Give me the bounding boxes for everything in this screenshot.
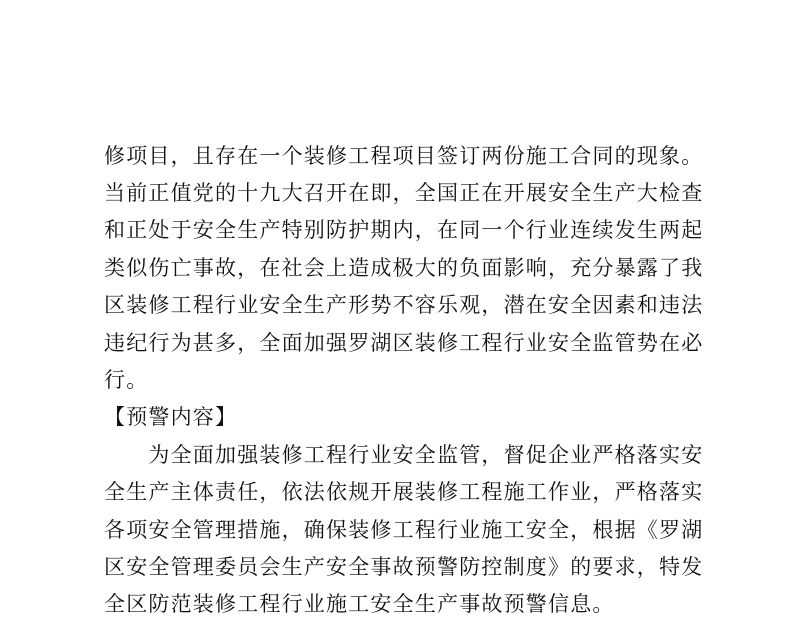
- paragraph-2-line-2: 全生产主体责任，依法依规开展装修工程施工作业，严格落实: [104, 480, 704, 504]
- paragraph-1-line-5: 区装修工程行业安全生产形势不容乐观，潜在安全因素和违法: [104, 293, 704, 317]
- paragraph-1-line-4: 类似伤亡事故，在社会上造成极大的负面影响，充分暴露了我: [104, 256, 704, 280]
- paragraph-1-line-6: 违纪行为甚多，全面加强罗湖区装修工程行业安全监管势在必: [104, 331, 704, 355]
- paragraph-1-line-3: 和正处于安全生产特别防护期内，在同一个行业连续发生两起: [104, 218, 704, 242]
- section-heading: 【预警内容】: [104, 405, 238, 429]
- paragraph-1-line-1: 修项目，且存在一个装修工程项目签订两份施工合同的现象。: [104, 144, 704, 168]
- paragraph-1-line-2: 当前正值党的十九大召开在即，全国正在开展安全生产大检查: [104, 181, 704, 205]
- paragraph-2-line-1: 为全面加强装修工程行业安全监管，督促企业严格落实安: [104, 443, 704, 467]
- paragraph-2-line-5: 全区防范装修工程行业施工安全生产事故预警信息。: [104, 592, 615, 616]
- paragraph-1-line-7: 行。: [104, 368, 149, 392]
- paragraph-2-line-3: 各项安全管理措施，确保装修工程行业施工安全，根据《罗湖: [104, 518, 704, 542]
- paragraph-2-line-4: 区安全管理委员会生产安全事故预警防控制度》的要求，特发: [104, 555, 704, 579]
